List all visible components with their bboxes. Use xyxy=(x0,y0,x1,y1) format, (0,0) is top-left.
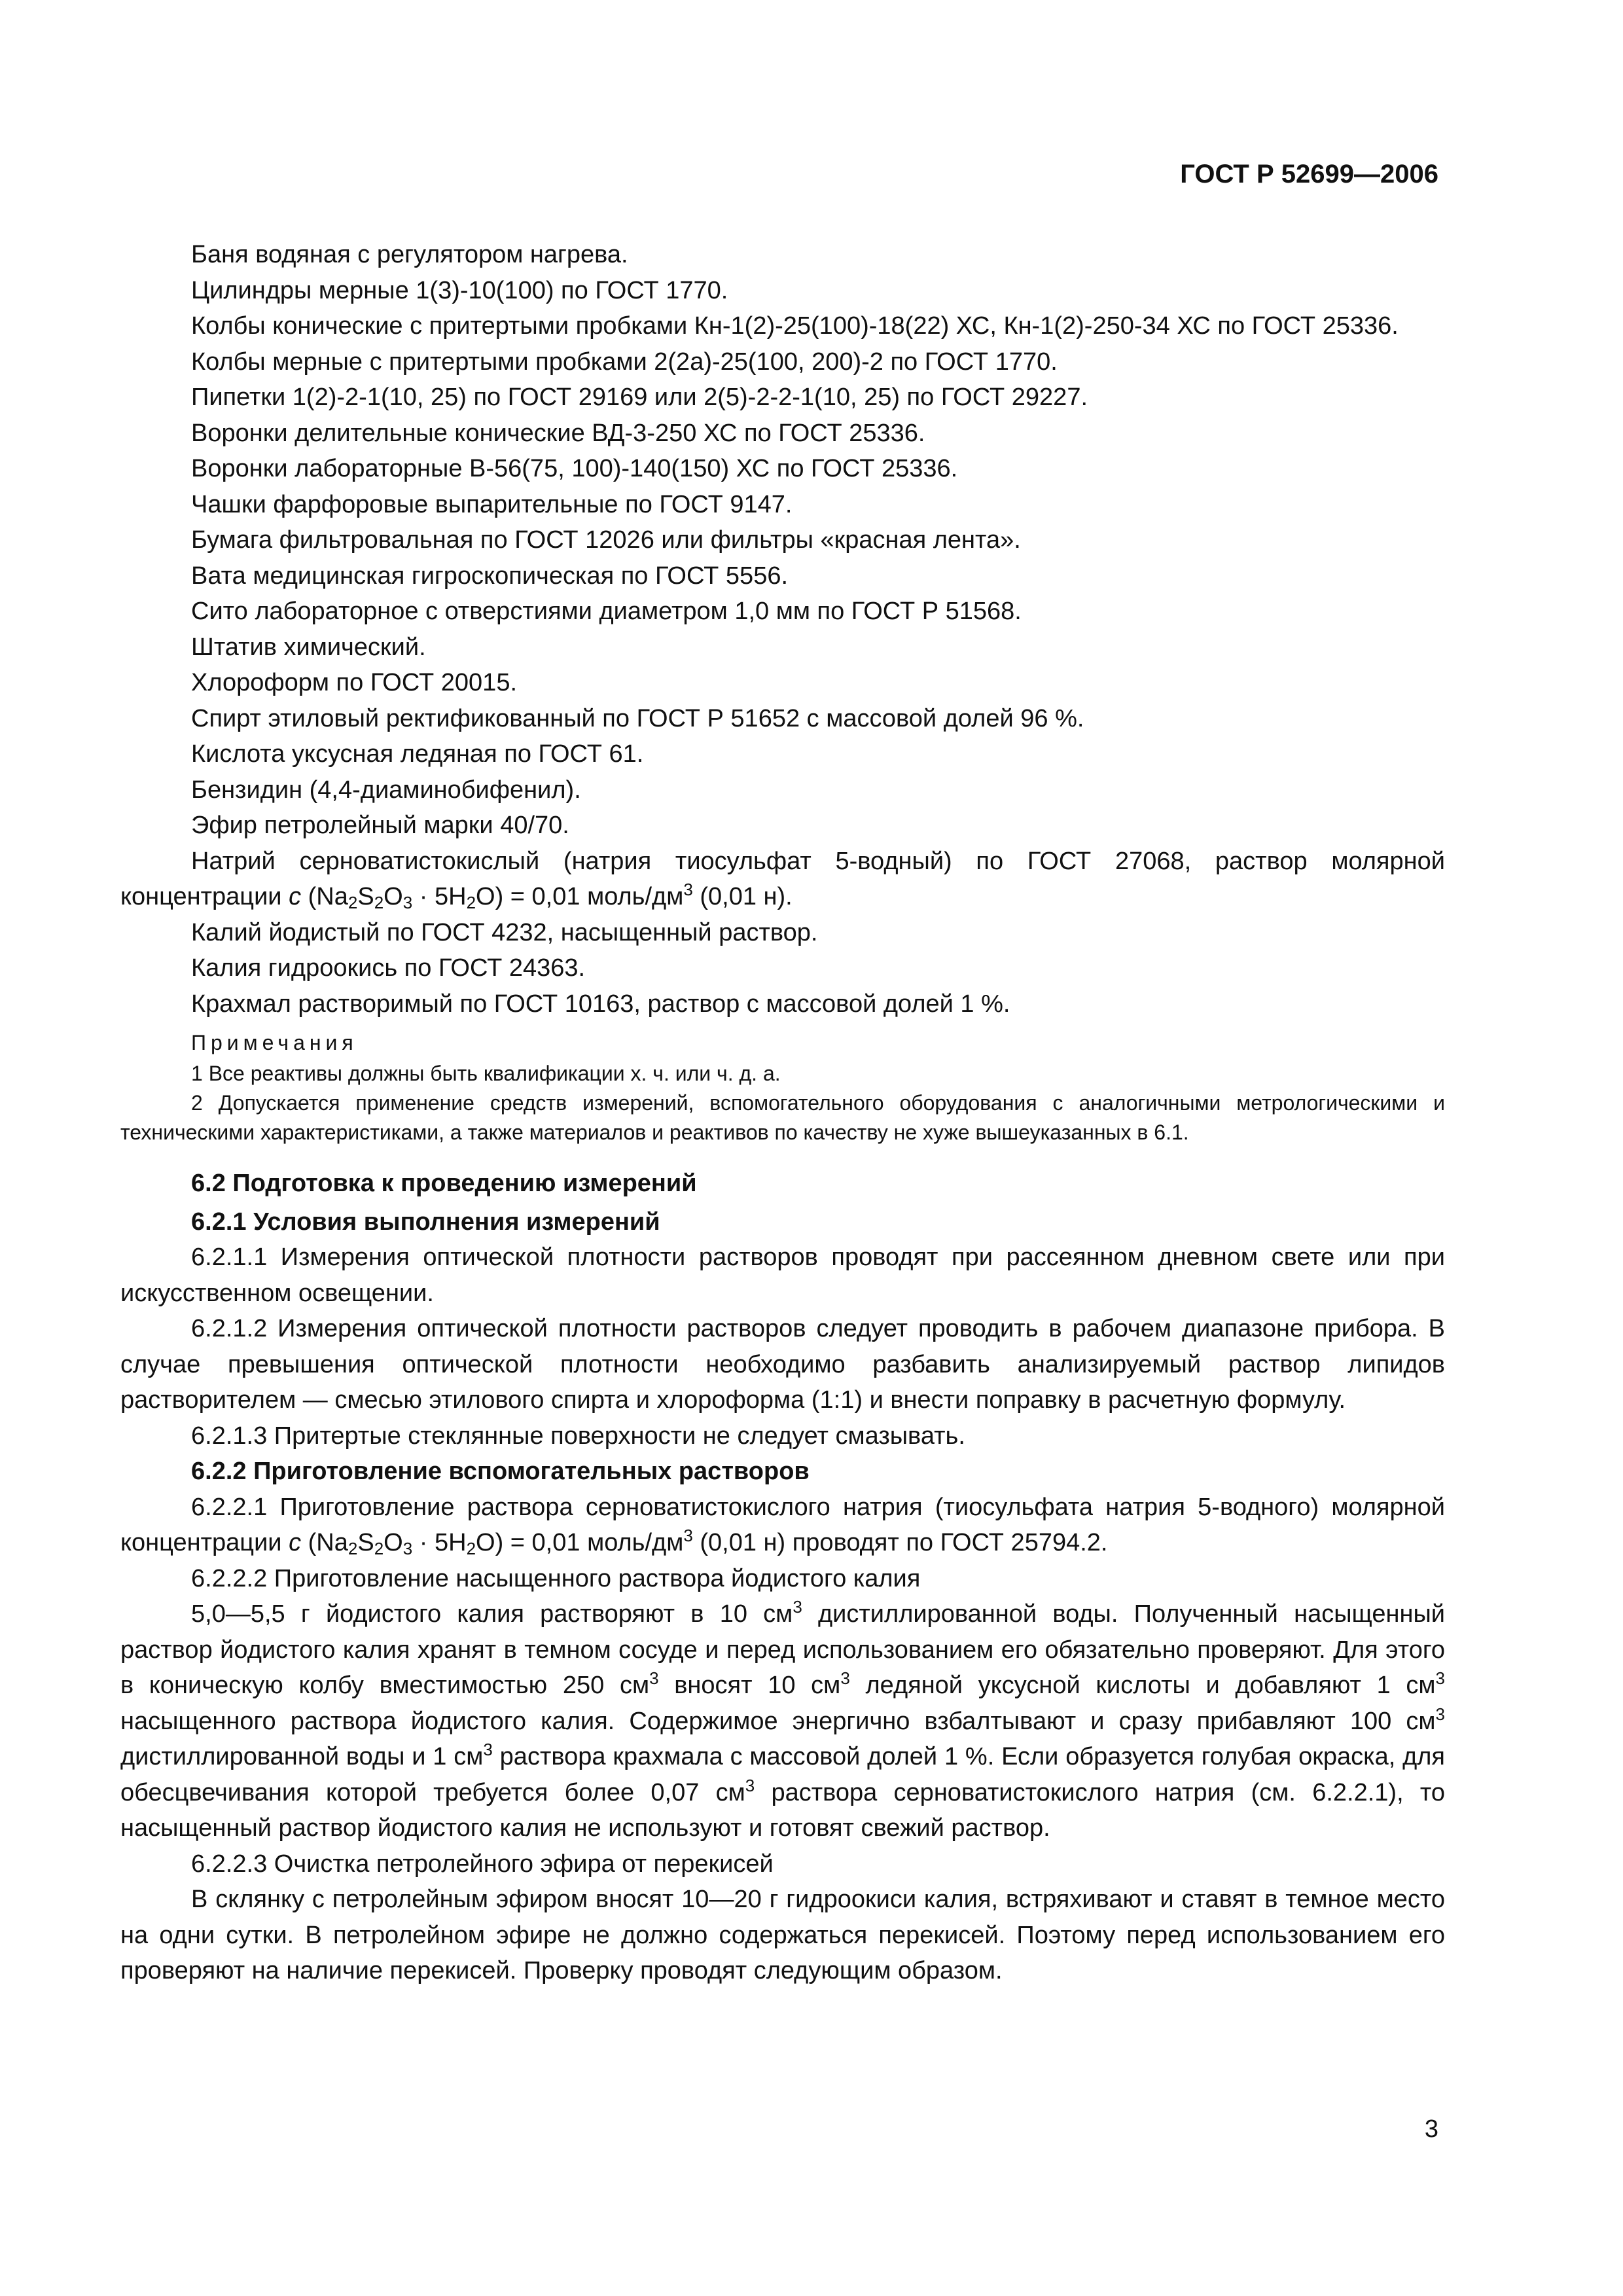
equipment-item: Хлороформ по ГОСТ 20015. xyxy=(191,669,518,696)
equipment-item: Калий йодистый по ГОСТ 4232, насыщенный раствор. xyxy=(191,918,818,946)
section-heading-6-2-1: 6.2.1 Условия выполнения измерений xyxy=(191,1208,660,1236)
paragraph-6-2-1-1: 6.2.1.1 Измерения оптической плотности растворов проводят при рассеянном дневном свете или при искусственном освещении. xyxy=(120,1244,1445,1307)
paragraph-6-2-1-2: 6.2.1.2 Измерения оптической плотности растворов следует проводить в рабочем диапазоне прибора. В случае превышения оптической плотности необходимо разбавить анализируемый раствор липидов растворителем — смесью этилового спирта и хлороформа (1:1) и внести поправку в расчетную формулу. xyxy=(120,1315,1445,1414)
equipment-item: Штатив химический. xyxy=(191,633,426,661)
equipment-item: Баня водяная с регулятором нагрева. xyxy=(191,241,628,268)
paragraph-6-2-2-1: 6.2.2.1 Приготовление раствора серноватистокислого натрия (тиосульфата натрия 5-водного) молярной концентрации c $(Na_2S_2O_3 \cdot 5H_2O) = 0,01$ моль/$дм^3$ (0,01 н) проводят по ГОСТ 25794.2. xyxy=(120,1493,1445,1558)
equipment-item: Эфир петролейный марки 40/70. xyxy=(191,812,569,839)
equipment-item: Калия гидроокись по ГОСТ 24363. xyxy=(191,954,586,982)
paragraph-6-2-2-3-body: В склянку с петролейным эфиром вносят 10—20 г гидроокиси калия, встряхивают и ставят в темное место на одни сутки. В петролейном эфире не должно содержаться перекисей. Поэтому перед использованием его проверяют на наличие перекисей. Проверку проводят следующим образом. xyxy=(120,1886,1445,1984)
paragraph-6-2-2-2-body: 5,0—5,5 г йодистого калия растворяют в 10 $см^3$ дистиллированной воды. Полученный насыщенный раствор йодистого калия хранят в темном сосуде и перед использованием его обязательно проверяют. Для этого в коническую колбу вместимостью 250 $см^3$ вносят 10 $см^3$ ледяной уксусной кислоты и добавляют 1 $см^3$ насыщенного раствора йодистого калия. Содержимое энергично взбалтывают и сразу прибавляют 100 $см^3$ дистиллированной воды и 1 $см^3$ раствора крахмала с массовой долей 1 %. Если образуется голубая окраска, для обесцвечивания которой требуется более 0,07 $см^3$ раствора серноватистокислого натрия (см. 6.2.2.1), то насыщенный раствор йодистого калия не используют и готовят свежий раствор. xyxy=(120,1597,1446,1842)
equipment-item: Чашки фарфоровые выпарительные по ГОСТ 9147. xyxy=(191,490,793,518)
equipment-item: Воронки делительные конические ВД-3-250 ХС по ГОСТ 25336. xyxy=(191,419,925,447)
equipment-item: Вата медицинская гигроскопическая по ГОСТ 5556. xyxy=(191,562,789,590)
paragraph-6-2-2-2-title: 6.2.2.2 Приготовление насыщенного раствора йодистого калия xyxy=(191,1564,921,1592)
equipment-item: Кислота уксусная ледяная по ГОСТ 61. xyxy=(191,740,644,768)
equipment-list xyxy=(120,237,1445,1022)
equipment-item: Спирт этиловый ректификованный по ГОСТ Р 51652 с массовой долей 96 %. xyxy=(191,704,1084,732)
section-heading-6-2-2: 6.2.2 Приготовление вспомогательных растворов xyxy=(191,1458,810,1485)
page-number: 3 xyxy=(1424,2115,1438,2143)
notes-block xyxy=(120,1028,1445,1147)
equipment-item: Воронки лабораторные В-56(75, 100)-140(150) ХС по ГОСТ 25336. xyxy=(191,455,958,482)
equipment-item: Колбы мерные с притертыми пробками 2(2а)-25(100, 200)-2 по ГОСТ 1770. xyxy=(191,348,1058,376)
section-heading-6-2: 6.2 Подготовка к проведению измерений xyxy=(191,1170,697,1197)
paragraph-6-2-1-3: 6.2.1.3 Притертые стеклянные поверхности не следует смазывать. xyxy=(191,1422,965,1450)
equipment-item: Цилиндры мерные 1(3)-10(100) по ГОСТ 1770. xyxy=(191,276,728,304)
document-number: ГОСТ Р 52699—2006 xyxy=(1180,160,1438,188)
equipment-item: Пипетки 1(2)-2-1(10, 25) по ГОСТ 29169 или 2(5)-2-2-1(10, 25) по ГОСТ 29227. xyxy=(191,384,1088,411)
notes-title: Примечания xyxy=(191,1031,358,1054)
equipment-item: Крахмал растворимый по ГОСТ 10163, раствор с массовой долей 1 %. xyxy=(191,990,1010,1018)
note-item: 1 Все реактивы должны быть квалификации х. ч. или ч. д. а. xyxy=(191,1062,781,1085)
equipment-item-thiosulfate: Натрий серноватистокислый (натрия тиосульфат 5-водный) по ГОСТ 27068, раствор молярной концентрации c $(Na_2S_2O_3 \cdot 5H_2O) = 0,01$ моль/$дм^3$ (0,01 н). xyxy=(120,847,1445,912)
document-body xyxy=(120,237,1445,1989)
equipment-item: Колбы конические с притертыми пробками Кн-1(2)-25(100)-18(22) ХС, Кн-1(2)-250-34 ХС по ГОСТ 25336. xyxy=(191,312,1399,340)
paragraph-6-2-2-3-title: 6.2.2.3 Очистка петролейного эфира от перекисей xyxy=(191,1850,774,1878)
equipment-item: Бензидин (4,4-диаминобифенил). xyxy=(191,776,581,804)
equipment-item: Сито лабораторное с отверстиями диаметром 1,0 мм по ГОСТ Р 51568. xyxy=(191,598,1022,625)
equipment-item: Бумага фильтровальная по ГОСТ 12026 или фильтры «красная лента». xyxy=(191,526,1021,554)
note-item: 2 Допускается применение средств измерений, вспомогательного оборудования с аналогичными метрологическими и техническими характеристиками, а также материалов и реактивов по качеству не хуже вышеуказанных в 6.1. xyxy=(120,1091,1445,1144)
